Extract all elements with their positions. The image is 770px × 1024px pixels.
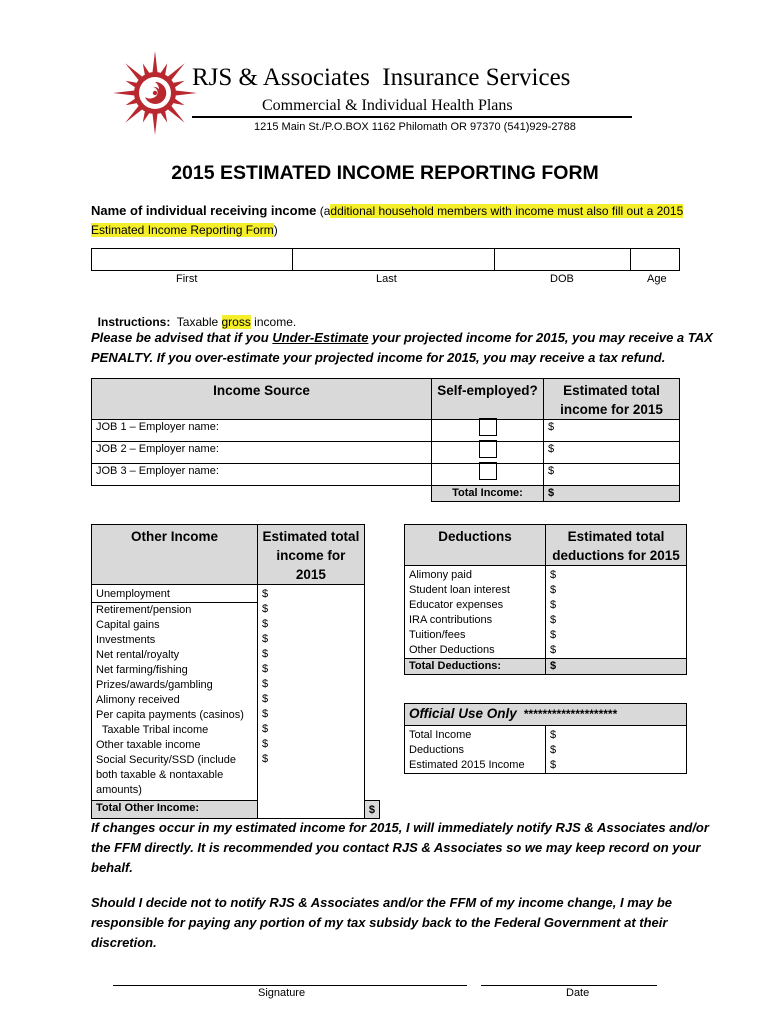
header-rule: [192, 116, 632, 118]
other-income-row: Per capita payments (casinos): [92, 708, 258, 723]
job1-self-cell: [432, 420, 544, 442]
amount-cell[interactable]: $: [550, 644, 557, 656]
other-income-row: Net farming/fishing: [92, 663, 258, 678]
job3-self-cell: [432, 464, 544, 486]
other-income-total-header: Estimated total income for 2015: [258, 525, 365, 585]
logo-ray: [152, 51, 157, 73]
company-logo: [112, 48, 198, 138]
official-row: Deductions: [405, 743, 546, 758]
instructions-post: income.: [250, 315, 297, 329]
amount-cell: $: [550, 759, 557, 771]
other-income-row: Prizes/awards/gambling: [92, 678, 258, 693]
deduction-row: Tuition/fees: [405, 628, 546, 643]
instructions-label: Instructions:: [97, 315, 171, 329]
other-income-row: Net rental/royalty: [92, 648, 258, 663]
amount-cell[interactable]: $: [262, 663, 269, 675]
date-line[interactable]: [481, 985, 657, 986]
official-use-title: Official Use Only: [409, 706, 517, 721]
amount-cell[interactable]: $: [550, 614, 557, 626]
warning-underline: Under-Estimate: [272, 330, 369, 345]
warning-pre: Please be advised that if you: [91, 330, 273, 345]
other-income-row: Investments: [92, 633, 258, 648]
deduction-row: IRA contributions: [405, 613, 546, 628]
instructions-highlight: gross: [221, 315, 251, 329]
job2-label: JOB 2 – Employer name:: [92, 442, 432, 464]
notice-changes: If changes occur in my estimated income for 2015, I will immediately notify RJS & Associates and/or the FFM directly. It is recommended you contact RJS & Associates so we may keep record on your behalf.: [91, 820, 709, 875]
instructions-pre: Taxable: [176, 315, 222, 329]
official-row: Total Income: [405, 726, 546, 744]
amount-cell[interactable]: $: [262, 603, 269, 615]
dob-field[interactable]: [495, 249, 631, 271]
date-label: Date: [566, 987, 590, 999]
income-total-header: Estimated total income for 2015: [544, 379, 680, 420]
official-use-stars: ********************: [523, 707, 618, 721]
logo-ray: [113, 90, 135, 95]
job2-amount[interactable]: $: [544, 442, 680, 464]
deduction-row: Other Deductions: [405, 643, 546, 659]
total-deductions-label: Total Deductions:: [405, 659, 546, 675]
total-income-amount[interactable]: $: [544, 486, 680, 502]
income-source-header: Income Source: [92, 379, 432, 420]
amount-cell: $: [550, 744, 557, 756]
signature-line[interactable]: [113, 985, 467, 986]
official-row: Estimated 2015 Income: [405, 758, 546, 774]
note-highlight: dditional household members with income must also fill out a 2015 Estimated Income Reporting Form: [91, 204, 684, 237]
deduction-row: Educator expenses: [405, 598, 546, 613]
other-income-row: Taxable Tribal income: [92, 723, 258, 738]
amount-cell[interactable]: $: [550, 584, 557, 596]
other-income-amounts[interactable]: [258, 585, 365, 819]
age-label: Age: [647, 273, 667, 285]
job2-self-checkbox[interactable]: [479, 440, 497, 458]
amount-cell[interactable]: $: [550, 599, 557, 611]
note-open: (a: [319, 204, 331, 218]
total-blank: [92, 486, 432, 502]
first-name-field[interactable]: [92, 249, 293, 271]
deduction-amounts[interactable]: [546, 566, 687, 659]
amount-cell[interactable]: $: [262, 648, 269, 660]
other-income-row: Alimony received: [92, 693, 258, 708]
signature-label: Signature: [258, 987, 306, 999]
amount-cell[interactable]: $: [550, 569, 557, 581]
name-fields-table: [91, 248, 680, 271]
amount-cell[interactable]: $: [262, 693, 269, 705]
other-income-table: [91, 524, 380, 819]
other-income-row: Capital gains: [92, 618, 258, 633]
name-instruction: [91, 201, 691, 240]
company-subtitle: Commercial & Individual Health Plans: [262, 97, 513, 114]
amount-cell[interactable]: $: [262, 708, 269, 720]
amount-cell[interactable]: $: [262, 633, 269, 645]
amount-cell[interactable]: $: [550, 629, 557, 641]
amount-cell[interactable]: $: [262, 678, 269, 690]
deductions-total-header: Estimated total deductions for 2015: [546, 525, 687, 566]
job1-self-checkbox[interactable]: [479, 418, 497, 436]
form-title: 2015 ESTIMATED INCOME REPORTING FORM: [171, 162, 599, 184]
amount-cell[interactable]: $: [262, 723, 269, 735]
deductions-table: [404, 524, 687, 675]
first-label: First: [176, 273, 198, 285]
total-other-income-amount[interactable]: $: [364, 801, 379, 819]
company-name: RJS & Associates Insurance Services: [192, 64, 571, 91]
warning-post: your projected income for 2015, you may receive a TAX PENALTY. If you over-estimate your projected income for 2015, you may receive a tax refund.: [91, 330, 713, 365]
dob-label: DOB: [550, 273, 574, 285]
other-income-row: Unemployment: [92, 585, 258, 603]
official-use-header: [405, 704, 687, 726]
age-field[interactable]: [631, 249, 680, 271]
official-amounts: [546, 726, 687, 774]
total-deductions-amount[interactable]: $: [546, 659, 687, 675]
name-label: Name of individual receiving income: [91, 203, 317, 218]
official-use-table: [404, 703, 687, 774]
self-employed-header: Self-employed?: [432, 379, 544, 420]
other-income-row: Retirement/pension: [92, 603, 258, 619]
company-address: 1215 Main St./P.O.BOX 1162 Philomath OR 97370 (541)929-2788: [254, 121, 576, 133]
income-source-table: [91, 378, 680, 502]
amount-cell: $: [550, 729, 557, 741]
other-income-row: Other taxable income: [92, 738, 258, 753]
job1-label: JOB 1 – Employer name:: [92, 420, 432, 442]
deductions-header: Deductions: [405, 525, 546, 566]
other-income-row: Social Security/SSD (include both taxable & nontaxable amounts): [92, 753, 258, 801]
last-label: Last: [376, 273, 397, 285]
amount-cell[interactable]: $: [262, 618, 269, 630]
job2-self-cell: [432, 442, 544, 464]
note-close: ): [273, 223, 278, 237]
total-other-income-label: Total Other Income:: [92, 801, 258, 819]
amount-cell[interactable]: $: [262, 588, 269, 600]
amount-cell[interactable]: $: [262, 738, 269, 750]
job3-amount[interactable]: $: [544, 464, 680, 486]
job1-amount[interactable]: $: [544, 420, 680, 442]
other-income-header: Other Income: [92, 525, 258, 585]
tax-warning: [91, 328, 731, 368]
deduction-row: Alimony paid: [405, 566, 546, 584]
logo-ray: [152, 113, 157, 135]
last-name-field[interactable]: [293, 249, 495, 271]
instructions: [91, 301, 296, 329]
amount-cell[interactable]: $: [262, 753, 269, 765]
job3-label: JOB 3 – Employer name:: [92, 464, 432, 486]
deduction-row: Student loan interest: [405, 583, 546, 598]
total-income-label: Total Income:: [432, 486, 544, 502]
job3-self-checkbox[interactable]: [479, 462, 497, 480]
notice-responsibility: Should I decide not to notify RJS & Associates and/or the FFM of my income change, I may be responsible for paying any portion of my tax subsidy back to the Federal Government at their discretion.: [91, 895, 672, 950]
